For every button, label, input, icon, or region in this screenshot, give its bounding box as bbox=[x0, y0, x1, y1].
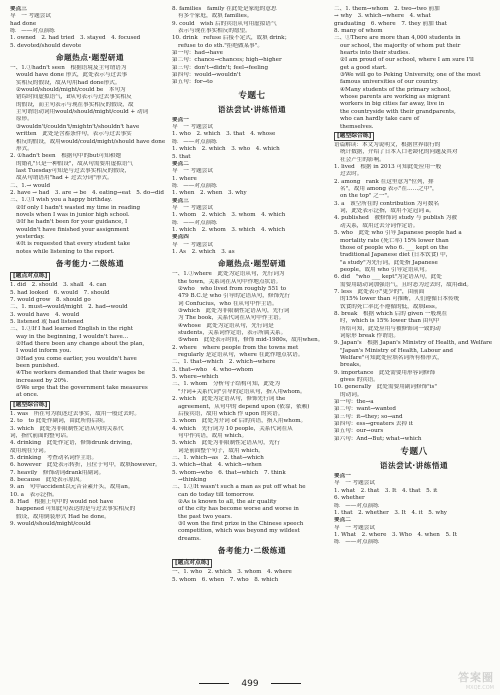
answer-line: 1. which 2. which 3. who 4. which bbox=[172, 146, 280, 153]
answer-line: 二、1. that→which 2. which→where bbox=[172, 359, 276, 366]
answer-line: 5. listened 或 had listened bbox=[10, 318, 84, 325]
answer-line: 1. did 2. should 3. shall 4. can bbox=[10, 282, 107, 289]
answer-line: 2. which 此处为定语从句，修饰先行词 the bbox=[172, 396, 286, 403]
answer-line: written 此处是含蓄条件句，表示与过去事实 bbox=[16, 131, 132, 138]
answer-line: 9. an 句中accident以元音音素开头，故用an。 bbox=[10, 484, 134, 491]
answer-line: 1. was 所在句为叙述过去事实，故用一般过去时。 bbox=[10, 410, 140, 417]
exercise-label: [题型综合练] bbox=[334, 132, 374, 141]
answer-line: 2. among rank 在这里意为"位列，排 bbox=[334, 178, 434, 185]
answer-line: Welfare"可知此处应填名词所有格形式， bbox=[340, 355, 443, 362]
answer-line: 假设，故用倒装形式 Had he done。 bbox=[16, 513, 110, 520]
answer-line: I would inform you. bbox=[16, 348, 72, 355]
answer-line: ②who who lived from roughly 551 to bbox=[178, 286, 287, 292]
answer-line: 第五句：for→to bbox=[172, 79, 213, 86]
answer-line: students，关系词作定语，表示所属关系。 bbox=[178, 330, 287, 337]
answer-line: 4. which 先行词为 10 people，关系代词在从 bbox=[172, 425, 293, 432]
column-right bbox=[334, 6, 494, 676]
section-heading: 命题热点·题型研通 bbox=[217, 259, 287, 269]
answer-line: 1. that 2. whether 3. It 4. it 5. why bbox=[334, 509, 447, 516]
answer-line: 原形。 bbox=[16, 116, 33, 123]
answer-line: 有多个家庭，故填 families。 bbox=[178, 13, 253, 20]
answer-line: ④whose 此处为定语从句，先行词是 bbox=[178, 322, 274, 329]
answer-line: 3. a 该空所在的 contribution 为可数名 bbox=[334, 200, 439, 207]
answer-line: 三、1. which→as 2. that→which bbox=[172, 454, 264, 461]
exercise-label: [题点对点练] bbox=[10, 272, 50, 281]
answer-line: 9. would/should/might/could bbox=[10, 521, 91, 528]
answer-line: 6. whether bbox=[334, 495, 365, 502]
answer-line: last Tuesday可知是与过去事实相反的假设， bbox=[16, 167, 130, 174]
answer-line: 第三句：don't→didn't; feel→feeling bbox=[172, 64, 269, 71]
answer-line: 的婚礼"只是一种假设"，故从句需要用虚拟语气 bbox=[16, 160, 134, 167]
answer-line: would have done 形式，此处表示与过去事 bbox=[16, 72, 128, 79]
answer-line: 社会产生的影响。 bbox=[340, 156, 385, 163]
answer-line: 饮食的死亡率比不遵循的低，故填less。 bbox=[340, 303, 441, 310]
answer-line: 统计数据，介绍了日本人口老龄化的问题及其对 bbox=[340, 149, 458, 156]
answer-line: breaks。 bbox=[340, 362, 365, 369]
answer-line: 2. ①hadn't been 根据句中的but可知和她 bbox=[10, 153, 121, 160]
answer-line: refuse to do sth."拒绝做某事"。 bbox=[178, 42, 263, 49]
answer-line: 动关系，故用过去分词作定语。 bbox=[340, 222, 419, 229]
answer-line: 导 一 考题尝试 bbox=[334, 524, 375, 531]
answer-line: of the city has become worse and worse in bbox=[178, 506, 299, 513]
answer-line: 的15% lower than 可推断，人们遵循日本传统 bbox=[340, 296, 460, 303]
answer-line: 4. published 被修饰词 study 与 publish 为被 bbox=[334, 215, 457, 222]
answer-line: 相反的假设，故用would/could/might/should have done bbox=[16, 138, 166, 145]
section-heading: 命题热点·题型研通 bbox=[55, 53, 125, 63]
answer-line: 表示与现在事实相反的愿望。 bbox=[178, 28, 251, 35]
answer-line: 错综时间虚拟语气，if从句表示与过去事实相反 bbox=[16, 94, 132, 101]
answer-line: 词，指代前面的整句话。 bbox=[10, 432, 72, 439]
answer-line: ②Had there been any change about the plan, bbox=[16, 340, 145, 347]
section-heading: 备考能力·二级练通 bbox=[217, 546, 287, 556]
answer-line: ⑤when 此处表示时间，修饰 mid-1980s，故用when。 bbox=[178, 337, 324, 344]
answer-line: 10. drink refuse 后接不定式，故填 drink； bbox=[172, 35, 291, 42]
answer-line: 5. had looked 6. would 7. should bbox=[10, 289, 110, 296]
answer-line: 形式。 bbox=[16, 145, 33, 152]
answer-line: agreement，从句中的 depend upon (依靠，依赖) bbox=[178, 403, 310, 410]
answer-line: 为 The book，关系代词在从句中作主语。 bbox=[178, 315, 285, 322]
answer-line: 导 一 考题尝试 bbox=[172, 168, 213, 175]
answer-line: 8. break 根据 which 后的 given 一般现在 bbox=[334, 310, 448, 317]
answer-line: 三、1.①It wasn't such a man as put off what he bbox=[172, 484, 306, 491]
answer-line: yesterday. bbox=[16, 233, 45, 240]
answer-line: 第四句：ess→greaters 去掉 it bbox=[334, 421, 413, 428]
answer-line: 3. which 此处为非限制性定语从句的关系代 bbox=[10, 425, 124, 432]
answer-line: 3. that→who 4. who→whom bbox=[172, 366, 254, 373]
answer-line: 1. owned 2. had tried 3. stayed 4. focused bbox=[10, 35, 141, 42]
answer-line: 5. where→which bbox=[172, 374, 219, 381]
answer-line: 三、1.①If I had learned English in the right bbox=[10, 326, 133, 333]
answer-line: 6. did "who ___ kept"为定语从句，此处 bbox=[334, 274, 442, 281]
exercise-label: [题点对点练] bbox=[172, 559, 212, 568]
answer-line: "介词+关系代词"引导的定语从句，指人用whom。 bbox=[178, 388, 306, 395]
answer-line: 479 B.C.是 who 引导的定语从句，修饰先行 bbox=[178, 293, 291, 300]
answer-line: 一、1.①where 此处为定语从句，先行词为 bbox=[172, 271, 285, 278]
answer-line: 的假设，而主句表示与现在事实相反的假设，故 bbox=[16, 101, 134, 108]
answer-line: 8. many of whom bbox=[334, 28, 383, 35]
answer-line: ③wouldn't/couldn't/mightn't/shouldn't have bbox=[16, 123, 140, 130]
answer-line: 5. who 此处 who 引导 Japanese people had a bbox=[334, 230, 462, 237]
watermark-logo bbox=[412, 669, 494, 691]
answer-line: 第三句：it→they; so→and bbox=[334, 413, 403, 420]
answer-line: 8. families family 在此处是家庭的意思 bbox=[172, 6, 277, 12]
answer-line: competition, which was beyond my wildest bbox=[178, 528, 300, 535]
answer-line: 第一句：had→have bbox=[172, 50, 223, 57]
answer-line: 词 Confucius，who 在从句中作主语。 bbox=[178, 300, 278, 307]
answer-line: 主句谓语动词用would/should/might/could + 动词 bbox=[16, 109, 149, 116]
answer-line: 7. less 此处表示"更少的"，由前面 bbox=[334, 288, 425, 295]
answer-line: 三、1.①I wish you a happy birthday. bbox=[10, 197, 112, 204]
answer-line: 导 一 考题尝试 bbox=[10, 13, 51, 20]
answer-line: 导 一 考题尝试 bbox=[334, 480, 375, 487]
point-heading: 要点一 bbox=[172, 116, 189, 123]
answer-line: ②I am proud of our school, where I am sure I'll bbox=[340, 57, 474, 64]
answer-line: 5. devoted/should devote bbox=[10, 42, 82, 49]
answer-line: 6. however 此处表示转折，且位于句中，故填however。 bbox=[10, 462, 161, 469]
answer-line: 1. which 2. whom 3. which 4. which bbox=[172, 226, 286, 233]
answer-line: 后接宾语，故用 which 作 upon 的宾语。 bbox=[178, 410, 284, 417]
answer-line: gives 的宾语。 bbox=[340, 377, 379, 384]
answer-line: hearts into their studies. bbox=[340, 50, 411, 57]
answer-line: dreams. bbox=[178, 535, 201, 542]
answer-line: ③Had you come earlier, you wouldn't have bbox=[16, 355, 137, 362]
section-heading: 语法尝试·讲练悟通 bbox=[217, 104, 287, 114]
answer-line: 句中作宾语，故用 which。 bbox=[178, 432, 248, 439]
answer-line: 第二句：chance→chances; high→higher bbox=[172, 57, 282, 64]
answer-line: 3. which→that 4. which→when bbox=[172, 462, 262, 469]
answer-line: 4. drinking 此处作定语，修饰drunk driving， bbox=[10, 440, 136, 447]
answer-line: 练 ——对点演练 bbox=[172, 182, 217, 189]
watermark-logo-text: 答案圈 bbox=[458, 671, 494, 684]
answer-line: 一、1. who 2. which 3. whom 4. where bbox=[172, 569, 292, 576]
answer-line: mortality rate (死亡率) 15% lower than bbox=[340, 237, 449, 244]
page-number-dash-left bbox=[199, 683, 229, 684]
answer-line: →thinking bbox=[178, 476, 207, 483]
answer-line: notes while listening to the report. bbox=[16, 248, 115, 255]
answer-line: graduating 6. where 7. they 前加 that bbox=[334, 20, 447, 27]
answer-line: 一、1.①hadn't seen 根据语境及主句谓语为 bbox=[10, 65, 127, 72]
answer-line: wouldn't have finished your assignment bbox=[16, 226, 129, 233]
point-heading: 要点四 bbox=[172, 234, 189, 241]
answer-line: 词，此处表示泛指，故用不定冠词 a。 bbox=[340, 208, 435, 215]
answer-line: 二、1.→ would bbox=[10, 182, 51, 189]
answer-line: 时，which is 15% lower than 由句中 bbox=[340, 318, 440, 325]
answer-line: themselves. bbox=[340, 123, 374, 130]
answer-line: 词原形 break 作谓语。 bbox=[340, 332, 400, 339]
answer-line: 8. because 此处表示原因。 bbox=[10, 477, 86, 483]
answer-line: on the top" 之一"。 bbox=[340, 193, 393, 200]
answer-line: 导 一 考题尝试 bbox=[172, 124, 213, 131]
answer-line: 练 ——对点演练 bbox=[172, 219, 217, 226]
answer-line: 第四句：would→wouldn't bbox=[172, 72, 241, 79]
answer-line: "Japan's Ministry of Health, Labour and bbox=[340, 347, 454, 354]
answer-line: 1. when 2. when 3. why bbox=[172, 190, 247, 197]
answer-line: 5. which 此处为非限制性定语从句，先行 bbox=[172, 440, 280, 447]
answer-line: 练 ——对点演练 bbox=[334, 539, 379, 546]
answer-line: those of people who 6. ___ kept on the bbox=[340, 244, 449, 251]
answer-line: way in the beginning, I wouldn't have... bbox=[16, 333, 129, 340]
answer-line: 过去时。 bbox=[340, 171, 363, 178]
answer-line: 1. who 2. which 3. that 4. whose bbox=[172, 131, 276, 138]
exercise-label-row bbox=[172, 558, 332, 569]
answer-line: 1. lived 根据 in 2013 可知此处应用一般 bbox=[334, 164, 442, 171]
answer-line: 故用现在分词。 bbox=[10, 447, 50, 454]
point-heading: 要点三 bbox=[10, 6, 27, 12]
answer-line: get a good start. bbox=[340, 64, 387, 71]
answer-line: 3. whom 此处为介词 of 后的宾语，指人用whom。 bbox=[172, 418, 307, 425]
answer-line: 第一句：the→a bbox=[334, 399, 374, 406]
answer-line: 练 ——对点演练 bbox=[10, 28, 55, 35]
answer-line: 第二句：want→wanted bbox=[334, 406, 396, 413]
answer-line: famous universities of our country. bbox=[340, 79, 439, 86]
column-left bbox=[10, 6, 170, 676]
column-middle bbox=[172, 6, 332, 676]
answer-line: ④The workers demanded that their wages be bbox=[16, 370, 145, 377]
point-heading: 要点一 bbox=[334, 473, 351, 480]
answer-line: 5. that bbox=[172, 153, 191, 160]
answer-line: whose parents are working as migrant bbox=[340, 94, 450, 101]
answer-line: 词是前面整个句子，故用 which。 bbox=[178, 447, 264, 454]
answer-line: traditional Japanese diet (日本饮食) 中， bbox=[340, 252, 452, 259]
answer-line: 1. What 2. where 3. Who 4. when 5. It bbox=[334, 531, 458, 538]
answer-line: at once. bbox=[16, 392, 39, 399]
answer-line: can do today till tomorrow. bbox=[178, 491, 255, 498]
answer-line: "a study"为先行词，此处指 Japanese bbox=[340, 259, 438, 266]
answer-line: ④It is requested that every student take bbox=[16, 241, 131, 248]
answer-line: 实相反的假设，故从句用had done形式。 bbox=[16, 79, 121, 86]
answer-line: 三、①There are more than 4,000 students in bbox=[334, 35, 461, 42]
answer-line: 导 一 考题尝试 bbox=[172, 241, 213, 248]
answer-line: novels when I was in junior high school. bbox=[16, 211, 130, 218]
answer-line: 1. where bbox=[172, 175, 197, 182]
answer-line: ②As is known to all, the air quality bbox=[178, 498, 277, 505]
answer-line: → why 3. which→where 4. what bbox=[334, 13, 431, 20]
answer-line: increased by 20%. bbox=[16, 377, 69, 384]
page-number-dash-right bbox=[271, 683, 301, 684]
answer-line: ②would/should/might/could be 本句为 bbox=[16, 87, 126, 94]
point-heading: 要点二 bbox=[334, 517, 351, 524]
exercise-label-row bbox=[334, 131, 494, 142]
answer-line: our school, the majority of whom put their bbox=[340, 42, 461, 49]
answer-line: 1. whom 2. which 3. whom 4. which bbox=[172, 212, 286, 219]
answer-line: 3. would have 4. would bbox=[10, 311, 80, 318]
answer-line: 故从句谓语用"had + 过去分词"形式。 bbox=[16, 175, 113, 182]
answer-line: 导 一 考题尝试 bbox=[172, 204, 213, 211]
answer-line: 需要用助动词加强语气，且时态为过去时，故用did。 bbox=[340, 281, 473, 288]
point-heading: 要点二 bbox=[172, 160, 189, 167]
section-heading: 语法尝试·讲练悟通 bbox=[379, 461, 449, 471]
answer-line: had done bbox=[10, 20, 37, 27]
answer-line: 5. whom 6. when 7. who 8. which bbox=[172, 576, 279, 583]
answer-line: 9. importance 此处需要用形容词修饰 bbox=[334, 369, 435, 376]
answer-line: 二、1. them→whom 2. two→two 前加 bbox=[334, 6, 440, 12]
answer-line: 7. heavily 修饰动词drank用副词。 bbox=[10, 469, 105, 476]
answer-line: happened 可知此句表达的是与过去事实相反的 bbox=[16, 506, 136, 513]
answer-line: 10. a 表示泛指。 bbox=[10, 491, 58, 498]
answer-line: 练 ——对点演练 bbox=[172, 138, 217, 145]
answer-line: 2. to to 此处作副词，由此所得后续。 bbox=[10, 418, 109, 425]
exercise-label: [题型综合练] bbox=[10, 401, 50, 410]
answer-line: 5. drinking 考查动名词作主语。 bbox=[10, 454, 98, 461]
answer-line: 9. Japan's 根据 Japan's Ministry of Health, and Welfare bbox=[334, 340, 493, 347]
answer-line: the past two years. bbox=[178, 513, 233, 520]
answer-line: 练 ——对点演练 bbox=[334, 502, 379, 509]
answer-line: the countryside with their grandparents, bbox=[340, 108, 456, 115]
answer-line: 语篇解读：本文为说明文，根据世界银行的 bbox=[334, 142, 441, 149]
answer-line: who can hardly take care of bbox=[340, 116, 420, 123]
answer-line: ②If only I hadn't wasted my time in reading bbox=[16, 204, 141, 211]
answer-line: 名"，故用 among 表示"在……之中"， bbox=[340, 186, 438, 193]
answer-line: ③If he hadn't been for your guidance, I bbox=[16, 219, 128, 226]
section-heading: 专题八 bbox=[400, 447, 428, 458]
exercise-label-row bbox=[10, 400, 170, 411]
answer-line: regularly 是定语从句，where 在此作地点状语。 bbox=[178, 352, 304, 359]
answer-line: 7. would grow 8. should go bbox=[10, 296, 91, 303]
answer-line: ④Many students of the primary school, bbox=[340, 86, 452, 93]
point-heading: 要点三 bbox=[172, 197, 189, 204]
answer-line: 10. generally 此处需要用副词修饰"is" bbox=[334, 384, 437, 391]
answer-line: workers in big cities far away, live in bbox=[340, 101, 445, 108]
answer-line: 2. have → had 3. are → be 4. eating→eat 5. do→did bbox=[10, 189, 164, 196]
answer-line: 1. what 2. that 3. It 4. that 5. it bbox=[334, 487, 438, 494]
answer-line: 1. As 2. which 3. as bbox=[172, 248, 235, 255]
answer-line: 8. Had 根据上句中的 would not have bbox=[10, 499, 114, 506]
page-number-text: 499 bbox=[241, 679, 259, 689]
answer-line: been punished. bbox=[16, 362, 60, 369]
answer-line: ③We will go to Peking University, one of the most bbox=[340, 72, 481, 79]
answer-line: the town，关系词在从句中作地点状语。 bbox=[178, 278, 282, 285]
exercise-label-row bbox=[10, 271, 170, 282]
answer-line: 的动词。 bbox=[340, 391, 363, 398]
answer-line: 9. could wish 后的宾语从句用虚拟语气 bbox=[172, 20, 277, 27]
answer-line: ⑤We urge that the government take measures bbox=[16, 385, 148, 392]
section-heading: 专题七 bbox=[238, 90, 266, 101]
answer-line: 2. where where people from the towns met bbox=[172, 344, 299, 351]
answer-line: 第五句：our→ours bbox=[334, 428, 384, 435]
answer-line: 二、1. must→would/might 2. had→would bbox=[10, 304, 128, 311]
answer-line: ③which 此处为非限制性定语从句，先行词 bbox=[178, 308, 290, 315]
answer-line: 所给可知，此处应用与被修饰词一致的动 bbox=[340, 325, 441, 332]
watermark-url: MXQE.COM bbox=[465, 685, 494, 691]
answer-line: ③I won the first prize in the Chinese speech bbox=[178, 521, 304, 527]
answer-line: 三、1. whom 分析句子结构可知，此处为 bbox=[172, 381, 281, 388]
section-heading: 备考能力·二级练通 bbox=[55, 259, 125, 268]
answer-line: 第六句：And→But; what→which bbox=[334, 435, 422, 442]
answer-line: 5. whom→who 6. that→which 7. think bbox=[172, 469, 286, 476]
answer-line: people，故用 who 引导定语从句。 bbox=[340, 266, 431, 273]
